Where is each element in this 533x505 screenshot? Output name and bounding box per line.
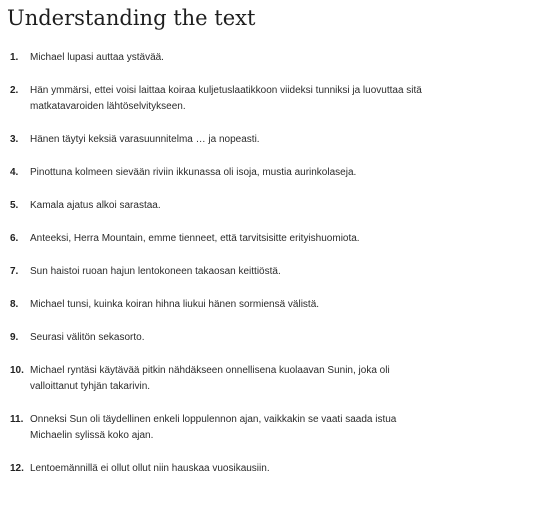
- item-text: Seurasi välitön sekasorto.: [30, 332, 145, 343]
- list-item: [7, 264, 525, 280]
- item-number: 1.: [10, 52, 19, 63]
- list-item: [7, 461, 525, 477]
- list-item: [7, 363, 525, 395]
- list-item: [7, 132, 525, 148]
- item-text: Lentoemännillä ei ollut ollut niin hauskaa vuosikausiin.: [30, 463, 270, 474]
- item-number: 8.: [10, 299, 19, 310]
- item-number: 2.: [10, 85, 19, 96]
- item-number: 7.: [10, 266, 19, 277]
- list-item: [7, 165, 525, 181]
- item-number: 9.: [10, 332, 19, 343]
- list-item: [7, 412, 525, 444]
- item-text: Hän ymmärsi, ettei voisi laittaa koiraa kuljetuslaatikkoon viideksi tunniksi ja luovuttaa sitä matkatavaroiden lähtöselvitykseen.: [30, 85, 422, 112]
- list-item: [7, 330, 525, 346]
- list-item: [7, 297, 525, 313]
- item-text: Michael tunsi, kuinka koiran hihna liukui hänen sormiensä välistä.: [30, 299, 320, 310]
- item-text: Onneksi Sun oli täydellinen enkeli loppulennon ajan, vaikkakin se vaati saada istua Michaelin sylissä koko ajan.: [30, 414, 397, 441]
- list-item: [7, 231, 525, 247]
- item-text: Anteeksi, Herra Mountain, emme tienneet, että tarvitsisitte erityishuomiota.: [30, 233, 360, 244]
- list-item: [7, 198, 525, 214]
- item-text: Michael ryntäsi käytävää pitkin nähdäkseen onnellisena kuolaavan Sunin, joka oli valloittanut tyhjän takarivin.: [30, 365, 390, 392]
- item-number: 3.: [10, 134, 19, 145]
- item-text: Michael lupasi auttaa ystävää.: [30, 52, 164, 63]
- item-number: 10.: [10, 365, 24, 376]
- item-text: Pinottuna kolmeen sievään riviin ikkunassa oli isoja, mustia aurinkolaseja.: [30, 167, 357, 178]
- item-number: 5.: [10, 200, 19, 211]
- item-text: Kamala ajatus alkoi sarastaa.: [30, 200, 161, 211]
- list-item: [7, 50, 525, 66]
- item-number: 12.: [10, 463, 24, 474]
- page-title: Understanding the text: [7, 6, 256, 30]
- sentence-list: [7, 50, 525, 477]
- item-number: 6.: [10, 233, 19, 244]
- item-number: 4.: [10, 167, 19, 178]
- list-item: [7, 83, 525, 115]
- item-text: Sun haistoi ruoan hajun lentokoneen takaosan keittiöstä.: [30, 266, 281, 277]
- item-text: Hänen täytyi keksiä varasuunnitelma … ja nopeasti.: [30, 134, 260, 145]
- item-number: 11.: [10, 414, 24, 425]
